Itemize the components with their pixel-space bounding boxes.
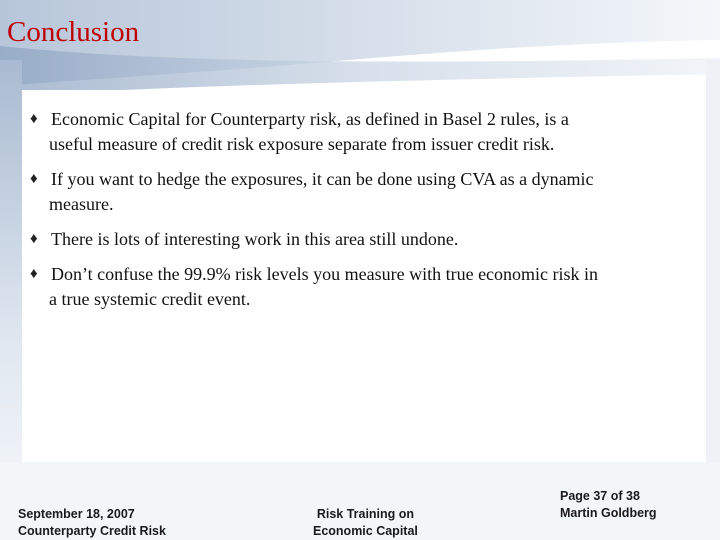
bullet-text [30,262,680,312]
diamond-bullet-icon: ♦ [30,231,38,247]
bullet-text [30,227,680,252]
footer-date-topic [18,506,166,540]
bullet-line: Don’t confuse the 99.9% risk levels you measure with true economic risk in [51,264,599,284]
slide-title: Conclusion [7,16,140,48]
footer-topic: Counterparty Credit Risk [18,524,166,538]
bullet-text [30,167,680,217]
bullet-item [30,262,680,312]
bullet-line: a true systemic credit event. [49,289,251,309]
bullet-line: useful measure of credit risk exposure separate from issuer credit risk. [49,134,555,154]
footer-date: September 18, 2007 [18,507,135,521]
diamond-bullet-icon: ♦ [30,111,38,127]
footer-course-line-1: Risk Training on [316,507,415,521]
bullet-text [30,107,680,157]
footer-author: Martin Goldberg [560,506,657,520]
diamond-bullet-icon: ♦ [30,266,38,282]
bullet-item [30,167,680,217]
footer-course [313,506,418,540]
footer-page-author [560,488,657,522]
bullet-line: There is lots of interesting work in this area still undone. [51,229,459,249]
footer-course-line-2: Economic Capital [313,524,418,538]
bullet-item [30,227,680,252]
bullet-line: Economic Capital for Counterparty risk, as defined in Basel 2 rules, is a [51,109,569,129]
footer-page-number: Page 37 of 38 [560,489,640,503]
diamond-bullet-icon: ♦ [30,171,38,187]
bullet-line: measure. [49,194,114,214]
bullet-item [30,107,680,157]
bullet-line: If you want to hedge the exposures, it can be done using CVA as a dynamic [51,169,594,189]
